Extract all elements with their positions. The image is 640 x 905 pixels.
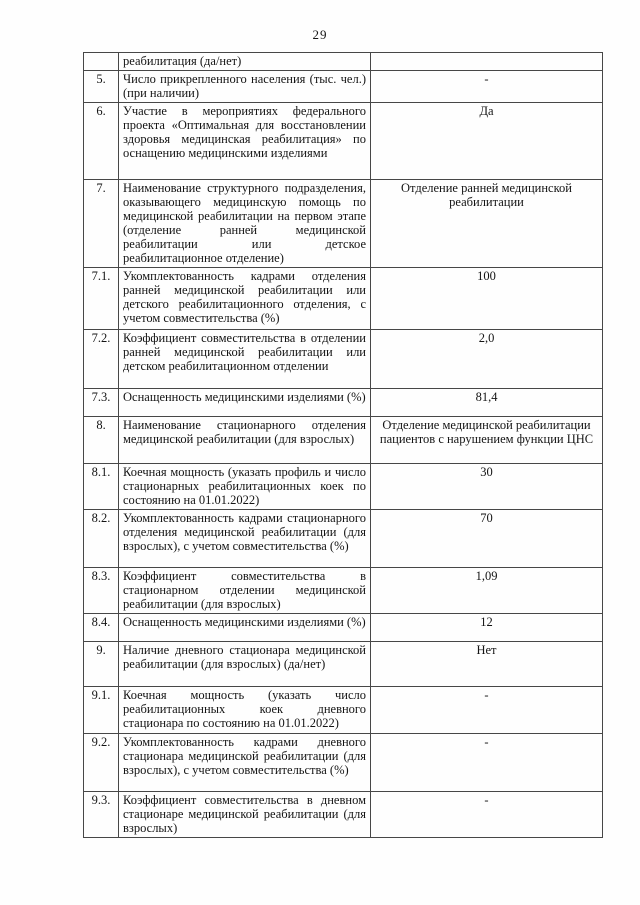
table-row [84,642,603,687]
table-row [84,330,603,389]
row-number-cell: 6. [84,103,119,180]
row-value-cell: Нет [371,642,603,687]
row-value-cell: 30 [371,464,603,510]
row-label-cell: Укомплектованность кадрами отделения ранней медицинской реабилитации или детского реабилитационного отделения, с учетом совместительства (%) [119,268,371,330]
table-row [84,792,603,838]
row-number-cell: 9.3. [84,792,119,838]
row-label-cell: Оснащенность медицинскими изделиями (%) [119,614,371,642]
row-value-cell: Отделение медицинской реабилитации пациентов с нарушением функции ЦНС [371,417,603,464]
row-number-cell: 7.1. [84,268,119,330]
row-number-cell: 8.4. [84,614,119,642]
row-value-cell: 12 [371,614,603,642]
row-value-cell [371,53,603,71]
row-label-cell: Коэффициент совместительства в стационарном отделении медицинской реабилитации (для взрослых) [119,568,371,614]
row-number-cell: 9.1. [84,687,119,734]
rehab-indicators-table [83,52,603,838]
table-row [84,614,603,642]
row-value-cell: 70 [371,510,603,568]
row-label-cell: Коэффициент совместительства в дневном стационаре медицинской реабилитации (для взрослых) [119,792,371,838]
row-value-cell: - [371,734,603,792]
row-number-cell: 8. [84,417,119,464]
table-row [84,510,603,568]
row-label-cell: Коечная мощность (указать число реабилитационных коек дневного стационара по состоянию на 01.01.2022) [119,687,371,734]
row-value-cell: 81,4 [371,389,603,417]
row-label-cell: Наименование структурного подразделения, оказывающего медицинскую помощь по медицинской реабилитации на первом этапе (отделение ранней медицинской реабилитации или детское реабилитационное отделение) [119,180,371,268]
table-row [84,568,603,614]
page-number: 29 [312,27,328,42]
row-value-cell: - [371,792,603,838]
table-row [84,389,603,417]
row-value-cell: 1,09 [371,568,603,614]
row-number-cell: 8.2. [84,510,119,568]
row-label-cell: Наличие дневного стационара медицинской реабилитации (для взрослых) (да/нет) [119,642,371,687]
row-number-cell: 7. [84,180,119,268]
table-row [84,180,603,268]
table-row [84,464,603,510]
table-row [84,103,603,180]
row-number-cell: 5. [84,71,119,103]
row-number-cell: 9.2. [84,734,119,792]
table-row [84,687,603,734]
row-number-cell: 8.3. [84,568,119,614]
row-label-cell: реабилитация (да/нет) [119,53,371,71]
row-value-cell: 2,0 [371,330,603,389]
row-label-cell: Коэффициент совместительства в отделении ранней медицинской реабилитации или детском реабилитационном отделении [119,330,371,389]
table-row [84,417,603,464]
row-label-cell: Укомплектованность кадрами дневного стационара медицинской реабилитации (для взрослых), с учетом совместительства (%) [119,734,371,792]
table-row [84,53,603,71]
row-label-cell: Участие в мероприятиях федерального проекта «Оптимальная для восстановлении здоровья медицинская реабилитация» по оснащению медицинскими изделиями [119,103,371,180]
row-value-cell: Да [371,103,603,180]
row-value-cell: - [371,687,603,734]
row-value-cell: Отделение ранней медицинской реабилитации [371,180,603,268]
table-row [84,268,603,330]
row-number-cell [84,53,119,71]
table-row [84,71,603,103]
row-label-cell: Укомплектованность кадрами стационарного отделения медицинской реабилитации (для взрослых), с учетом совместительства (%) [119,510,371,568]
row-label-cell: Наименование стационарного отделения медицинской реабилитации (для взрослых) [119,417,371,464]
row-number-cell: 9. [84,642,119,687]
row-label-cell: Коечная мощность (указать профиль и число стационарных реабилитационных коек по состоянию на 01.01.2022) [119,464,371,510]
row-value-cell: - [371,71,603,103]
row-label-cell: Оснащенность медицинскими изделиями (%) [119,389,371,417]
row-label-cell: Число прикрепленного населения (тыс. чел.) (при наличии) [119,71,371,103]
row-value-cell: 100 [371,268,603,330]
row-number-cell: 8.1. [84,464,119,510]
row-number-cell: 7.3. [84,389,119,417]
table-row [84,734,603,792]
row-number-cell: 7.2. [84,330,119,389]
